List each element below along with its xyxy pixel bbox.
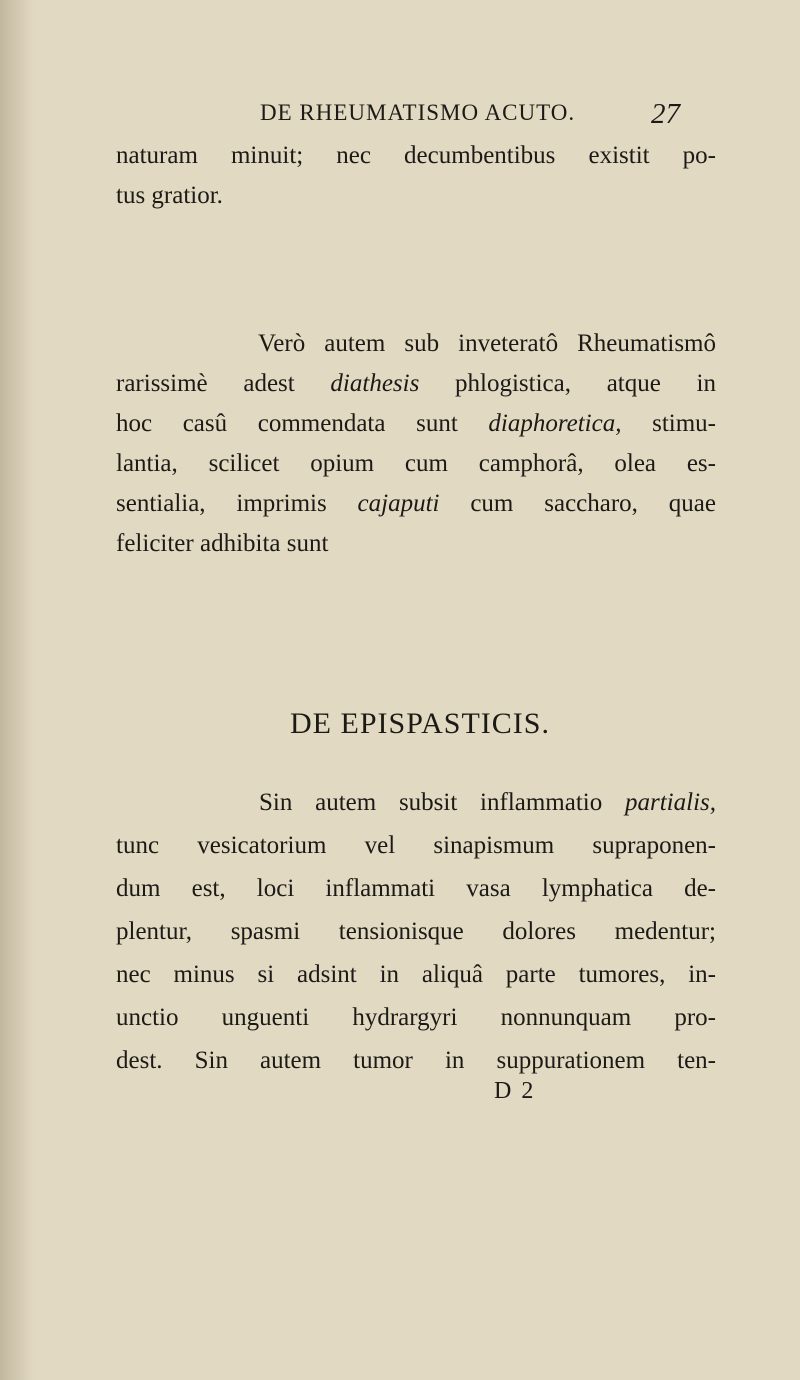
text-line: dest. Sin autem tumor in suppurationem ten-: [116, 1047, 716, 1074]
text-line: [116, 484, 716, 524]
text-run: hoc casû commendata sunt: [116, 410, 489, 437]
text-line: plentur, spasmi tensionisque dolores medentur;: [116, 918, 716, 945]
running-header: [0, 100, 800, 140]
text-run: sentialia, imprimis: [116, 490, 358, 517]
italic-term: partialis,: [625, 789, 716, 816]
text-line: nec minus si adsint in aliquâ parte tumores, in-: [116, 961, 716, 988]
text-run: cum saccharo, quae: [439, 490, 716, 517]
paragraph-3: [116, 781, 716, 1082]
text-run: phlogistica, atque in: [419, 370, 716, 397]
text-line: [116, 364, 716, 404]
text-line: [116, 404, 716, 444]
text-line: Verò autem sub inveteratô Rheumatismô: [258, 330, 716, 357]
paragraph-1: [116, 136, 716, 216]
text-line: naturam minuit; nec decumbentibus existit po-: [116, 142, 716, 169]
italic-term: diaphoretica,: [488, 410, 622, 437]
paragraph-2: [116, 324, 716, 564]
page-number: 27: [651, 98, 680, 130]
text-run: rarissimè adest: [116, 370, 331, 397]
text-run: stimu-: [621, 410, 716, 437]
text-line: tus gratior.: [116, 182, 223, 209]
text-line: feliciter adhibita sunt: [116, 530, 329, 557]
text-line: tunc vesicatorium vel sinapismum supraponen-: [116, 832, 716, 859]
italic-term: cajaputi: [357, 490, 440, 517]
text-line: unctio unguenti hydrargyri nonnunquam pro-: [116, 1004, 716, 1031]
italic-term: diathesis: [330, 370, 420, 397]
text-line: dum est, loci inflammati vasa lymphatica de-: [116, 875, 716, 902]
section-heading: DE EPISPASTICIS.: [290, 707, 550, 740]
text-line: [116, 781, 716, 824]
text-line: lantia, scilicet opium cum camphorâ, olea es-: [116, 450, 716, 477]
signature-mark: D 2: [494, 1078, 536, 1104]
running-title: DE RHEUMATISMO ACUTO.: [260, 100, 576, 125]
text-run: Sin autem subsit inflammatio: [259, 789, 625, 816]
